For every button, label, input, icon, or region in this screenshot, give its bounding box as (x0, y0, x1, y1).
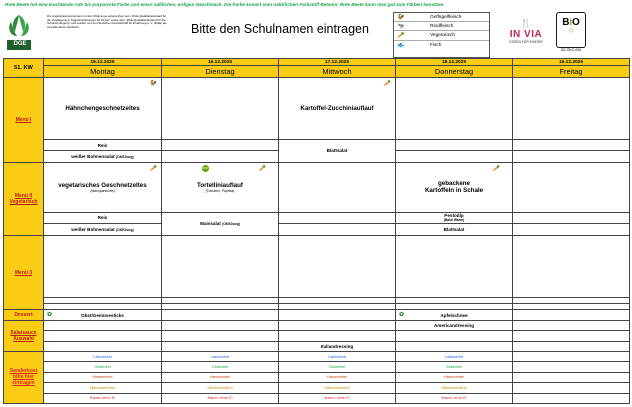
salat-wed-1[interactable] (279, 320, 396, 330)
menu1-fri-side1[interactable] (513, 140, 630, 151)
menu2-thu-main1: gebackene (438, 180, 470, 188)
legend-label: Rindfleisch (430, 23, 454, 29)
menu1-mon-cell[interactable] (44, 77, 162, 139)
bio-seal-text: BiO (562, 17, 580, 28)
sonder-tue-5[interactable]: Bauen ohne El (162, 393, 279, 403)
sonder-wed-1[interactable]: Laktosefrei (279, 351, 396, 361)
legend-label: Geflügelfleisch (430, 14, 462, 20)
menu1-mon-side2-text: weißer Bohnensalat (71, 154, 115, 160)
sonder-fri-5[interactable] (513, 393, 630, 403)
menu1-wed-main: Kartoffel-Zucchiniauflauf (300, 104, 374, 112)
sonder-thu-4[interactable]: Milcheiweißfrei (396, 383, 513, 393)
menu2-mon-cell[interactable] (44, 162, 162, 212)
dessert-thu[interactable] (396, 310, 513, 320)
salat-mon-3[interactable] (44, 341, 162, 351)
sonder-mon-5[interactable]: Bauen ohne El (44, 393, 162, 403)
sonder-fri-1[interactable] (513, 351, 630, 361)
menu2-mon-side2[interactable] (44, 224, 162, 235)
date-fri: 19.12.2025 (513, 59, 630, 66)
menu1-wed-cell[interactable] (279, 77, 396, 139)
menu1-mon-main: Hähnchengeschnetzeltes (65, 104, 140, 112)
legend-label: Vegetarisch (430, 32, 456, 38)
menu2-thu-side1[interactable] (396, 212, 513, 223)
menu2-fri-side2[interactable] (513, 224, 630, 235)
row-label-menu1: Menü I (4, 77, 44, 162)
menu2-mon-side1[interactable]: Reis (44, 212, 162, 223)
menu2-mon-side2-text: weißer Bohnensalat (71, 226, 115, 232)
menu1-fri-side2[interactable] (513, 151, 630, 162)
salat-wed-3[interactable]: Italiandressing (279, 341, 396, 351)
salat-thu-3[interactable] (396, 341, 513, 351)
menu2-thu-side1-note: (Basil Warm) (443, 218, 465, 223)
dge-logo-text: DGE (13, 41, 27, 47)
sonder-thu-3[interactable]: Histaminfrei (396, 372, 513, 382)
menu3-tue-cell[interactable] (162, 235, 279, 297)
sonder-thu-1[interactable]: Laktosefrei (396, 351, 513, 361)
menu1-mon-side2-note: (OKE2oog) (115, 155, 134, 160)
menu2-thu-side2[interactable]: Blattsalat (396, 224, 513, 235)
menu1-tue-side2[interactable] (162, 151, 279, 162)
menu2-mon-note: (Marzipaneiche) (90, 188, 115, 193)
chicken-icon: 🐓 (397, 14, 405, 21)
sonder-thu-5[interactable]: Bauen ohne El (396, 393, 513, 403)
sonder-tue-2[interactable]: Glutenfrei (162, 362, 279, 372)
sonder-fri-2[interactable] (513, 362, 630, 372)
day-fri: Freitag (513, 66, 630, 77)
invia-name: IN VIA (509, 29, 543, 40)
menu1-thu-side2[interactable] (396, 151, 513, 162)
menu-table (3, 58, 629, 404)
legend-label: Fisch (430, 42, 442, 48)
menu2-tue-main: Tortelliniauflauf (197, 181, 243, 189)
dessert-fri[interactable] (513, 310, 630, 320)
date-tue: 16.12.2025 (162, 59, 279, 66)
salat-mon-2[interactable] (44, 331, 162, 341)
legend-row-veg (394, 31, 489, 40)
dessert-tue[interactable] (162, 310, 279, 320)
sonder-wed-3[interactable]: Histaminfrei (279, 372, 396, 382)
sonder-tue-4[interactable]: Milcheiweißfrei (162, 383, 279, 393)
menu1-thu-side1[interactable] (396, 140, 513, 151)
menu2-fri-side1[interactable] (513, 212, 630, 223)
menu3-thu-cell[interactable] (396, 235, 513, 297)
salat-mon-1[interactable] (44, 320, 162, 330)
menu2-tue-side-text: Maissalat (200, 221, 221, 227)
menu2-wed-side2[interactable] (279, 224, 396, 235)
menu2-wed-cell[interactable] (279, 162, 396, 212)
salat-fri-1[interactable] (513, 320, 630, 330)
menu1-fri-cell[interactable] (513, 77, 630, 139)
fish-icon: 🐟 (397, 42, 405, 49)
salat-thu-2[interactable] (396, 331, 513, 341)
sonder-wed-4[interactable]: Milcheiweißfrei (279, 383, 396, 393)
legend-row-chicken (394, 13, 489, 22)
invia-logo (506, 18, 546, 44)
dessert-mon-text: Obst/Gemüsesticks (81, 312, 124, 318)
legend-row-fish (394, 41, 489, 50)
carrot-icon: 🥕 (492, 165, 500, 172)
dge-note: Die Angebotskomponenten mit dem DGE-Logo entsprechen dem „DGE-Qualitätsstandard für die Verpflegung in Tageseinrichtungen für Kinder" sowie dem „DGE-Qualitätsstandard für die Schulverpflegung" und wurden von der Deutschen Gesellschaft für Ernährung e. V. (DGE) als eine Menülinie zertifiziert. (47, 14, 167, 29)
chicken-icon: 🐓 (149, 80, 157, 87)
dessert-mon[interactable] (44, 310, 162, 320)
dessert-wed[interactable] (279, 310, 396, 320)
day-thu: Donnerstag (396, 66, 513, 77)
salat-fri-3[interactable] (513, 341, 630, 351)
menu2-tue-side-note: (OKE2oog) (222, 222, 240, 227)
menu3-mon-cell[interactable] (44, 235, 162, 297)
carrot-icon: 🥕 (149, 165, 157, 172)
menu2-thu-cell[interactable] (396, 162, 513, 212)
dge-leaf-icon: ✿ (47, 312, 53, 319)
sonder-mon-2[interactable]: Glutenfrei (44, 362, 162, 372)
menu1-tue-cell[interactable] (162, 77, 279, 139)
invia-sub: ESSEN FÜR KINDER (509, 40, 543, 44)
carrot-icon: 🥕 (397, 32, 405, 39)
menu2-wed-side1[interactable] (279, 212, 396, 223)
page-title[interactable]: Bitte den Schulnamen eintragen (191, 22, 369, 36)
salat-tue-3[interactable] (162, 341, 279, 351)
salat-tue-1[interactable] (162, 320, 279, 330)
date-wed: 17.12.2025 (279, 59, 396, 66)
dge-leaf-icon: ✿ (399, 312, 405, 319)
row-label-dessert: Dessert (4, 310, 44, 320)
carrot-icon: 🥕 (383, 80, 391, 87)
sonder-mon-3[interactable]: Histaminfrei (44, 372, 162, 382)
row-label-sonder: Sonderkost bitte hier eintragen (4, 351, 44, 403)
row-label-menu2: Menü II Vegetarisch (4, 162, 44, 235)
date-thu: 18.12.2025 (396, 59, 513, 66)
sonder-fri-3[interactable] (513, 372, 630, 382)
salat-fri-2[interactable] (513, 331, 630, 341)
bio-badge-icon: BIO (202, 165, 209, 170)
sonder-fri-4[interactable] (513, 383, 630, 393)
day-mon: Montag (44, 66, 162, 77)
menu3-fri-cell[interactable] (513, 235, 630, 297)
legend-row-beef (394, 22, 489, 31)
dessert-thu-text: Apfelschnee (440, 312, 468, 318)
date-mon: 15.12.2025 (44, 59, 162, 66)
menu1-tue-side1[interactable] (162, 140, 279, 151)
menu1-mon-side1[interactable]: Reis (44, 140, 162, 151)
sonder-wed-5[interactable]: Bauen ohne El (279, 393, 396, 403)
menu2-mon-main: vegetarisches Geschnetzeltes (58, 181, 147, 189)
row-label-menu3: Menü 3 (4, 235, 44, 310)
info-banner: Rote Beete hat eine leuchtende rote bis purpurrote Farbe und einen süßlichen, erdigen Geschmack. Die Farbe kommt vom natürlichen Farbstoff Betanin. Rote Beete kann man gut zum Färben benutzen. (5, 2, 445, 7)
menu1-thu-cell[interactable] (396, 77, 513, 139)
sonder-tue-3[interactable]: Histaminfrei (162, 372, 279, 382)
row-label-salat: Salatsauce Auswahl (4, 320, 44, 351)
carrot-icon: 🥕 (258, 165, 266, 172)
day-wed: Mittwoch (279, 66, 396, 77)
menu2-fri-cell[interactable] (513, 162, 630, 212)
menu2-tue-note: (Tomaten, Paprika) (205, 188, 235, 193)
menu2-thu-main2: Kartoffeln in Schale (424, 187, 484, 195)
menu1-mon-side2[interactable] (44, 151, 162, 162)
cow-icon: 🐄 (397, 23, 405, 30)
menu2-thu-side1-text: Pestodip (444, 213, 464, 219)
sonder-mon-4[interactable]: Milcheiweißfrei (44, 383, 162, 393)
sonder-mon-1[interactable]: Laktosefrei (44, 351, 162, 361)
menu2-mon-side2-note: (OKE2oog) (115, 227, 134, 232)
invia-cutlery-icon: 🍴 (520, 18, 532, 28)
salat-tue-2[interactable] (162, 331, 279, 341)
day-tue: Dienstag (162, 66, 279, 77)
bio-seal (556, 12, 586, 48)
salat-wed-2[interactable] (279, 331, 396, 341)
salat-thu-1[interactable]: Americandressing (396, 320, 513, 330)
sonder-tue-1[interactable]: Laktosefrei (162, 351, 279, 361)
menu1-wed-side[interactable]: Blattsalat (279, 140, 396, 163)
menu2-tue-side[interactable] (162, 212, 279, 235)
legend (393, 12, 490, 58)
week-label: 51. KW (4, 59, 44, 78)
menu2-tue-cell[interactable] (162, 162, 279, 212)
sonder-wed-2[interactable]: Glutenfrei (279, 362, 396, 372)
bio-hexagon-icon: ⬡ (568, 28, 574, 34)
menu3-wed-cell[interactable] (279, 235, 396, 297)
sonder-thu-2[interactable]: Glutenfrei (396, 362, 513, 372)
bio-code: DE-ÖKO-006 (560, 48, 582, 52)
